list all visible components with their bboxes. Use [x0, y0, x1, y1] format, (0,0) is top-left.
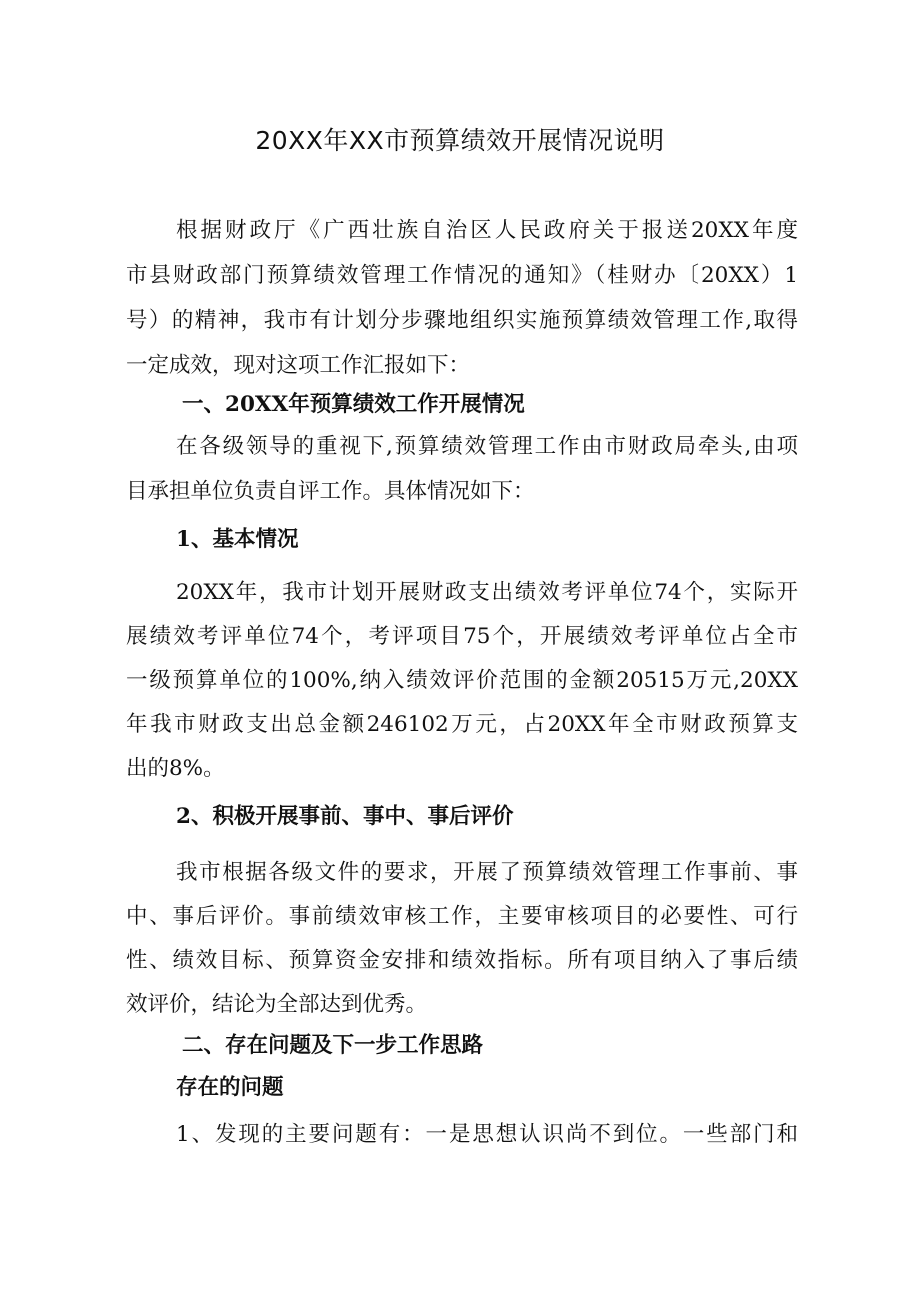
paragraph-line: 市县财政部门预算绩效管理工作情况的通知》（桂财办〔20XX）1: [126, 263, 798, 288]
paragraph-line: 一级预算单位的100%,纳入绩效评价范围的金额20515万元,20XX: [126, 668, 798, 693]
paragraph-line: 一定成效，现对这项工作汇报如下：: [126, 353, 471, 378]
paragraph-line: 根据财政厅《广西壮族自治区人民政府关于报送20XX年度: [176, 218, 798, 243]
paragraph-line: 我市根据各级文件的要求，开展了预算绩效管理工作事前、事: [176, 860, 798, 885]
paragraph-line: 1、发现的主要问题有：一是思想认识尚不到位。一些部门和: [176, 1122, 798, 1147]
paragraph-line: 中、事后评价。事前绩效审核工作，主要审核项目的必要性、可行: [126, 904, 798, 929]
paragraph-line: 在各级领导的重视下,预算绩效管理工作由市财政局牵头,由项: [176, 434, 798, 459]
paragraph-line: 目承担单位负责自评工作。具体情况如下：: [126, 479, 535, 504]
paragraph-line: 性、绩效目标、预算资金安排和绩效指标。所有项目纳入了事后绩: [126, 948, 798, 973]
paragraph-line: 效评价，结论为全部达到优秀。: [126, 992, 428, 1017]
subsection-heading-1: 1、基本情况: [176, 527, 299, 552]
section-heading-2: 二、存在问题及下一步工作思路: [182, 1033, 484, 1058]
paragraph-line: 年我市财政支出总金额246102万元，占20XX年全市财政预算支: [126, 712, 798, 737]
paragraph-line: 出的8%。: [126, 756, 225, 781]
paragraph-line: 号）的精神，我市有计划分步骤地组织实施预算绩效管理工作,取得: [126, 308, 798, 333]
document-title: 20XX年XX市预算绩效开展情况说明: [255, 126, 665, 155]
section-heading-1: 一、20XX年预算绩效工作开展情况: [182, 392, 525, 417]
paragraph-line: 20XX年，我市计划开展财政支出绩效考评单位74个，实际开: [176, 580, 798, 605]
subsection-heading-2: 2、积极开展事前、事中、事后评价: [176, 804, 514, 829]
paragraph-line: 展绩效考评单位74个，考评项目75个，开展绩效考评单位占全市: [126, 624, 798, 649]
subsection-heading-3: 存在的问题: [176, 1075, 284, 1100]
